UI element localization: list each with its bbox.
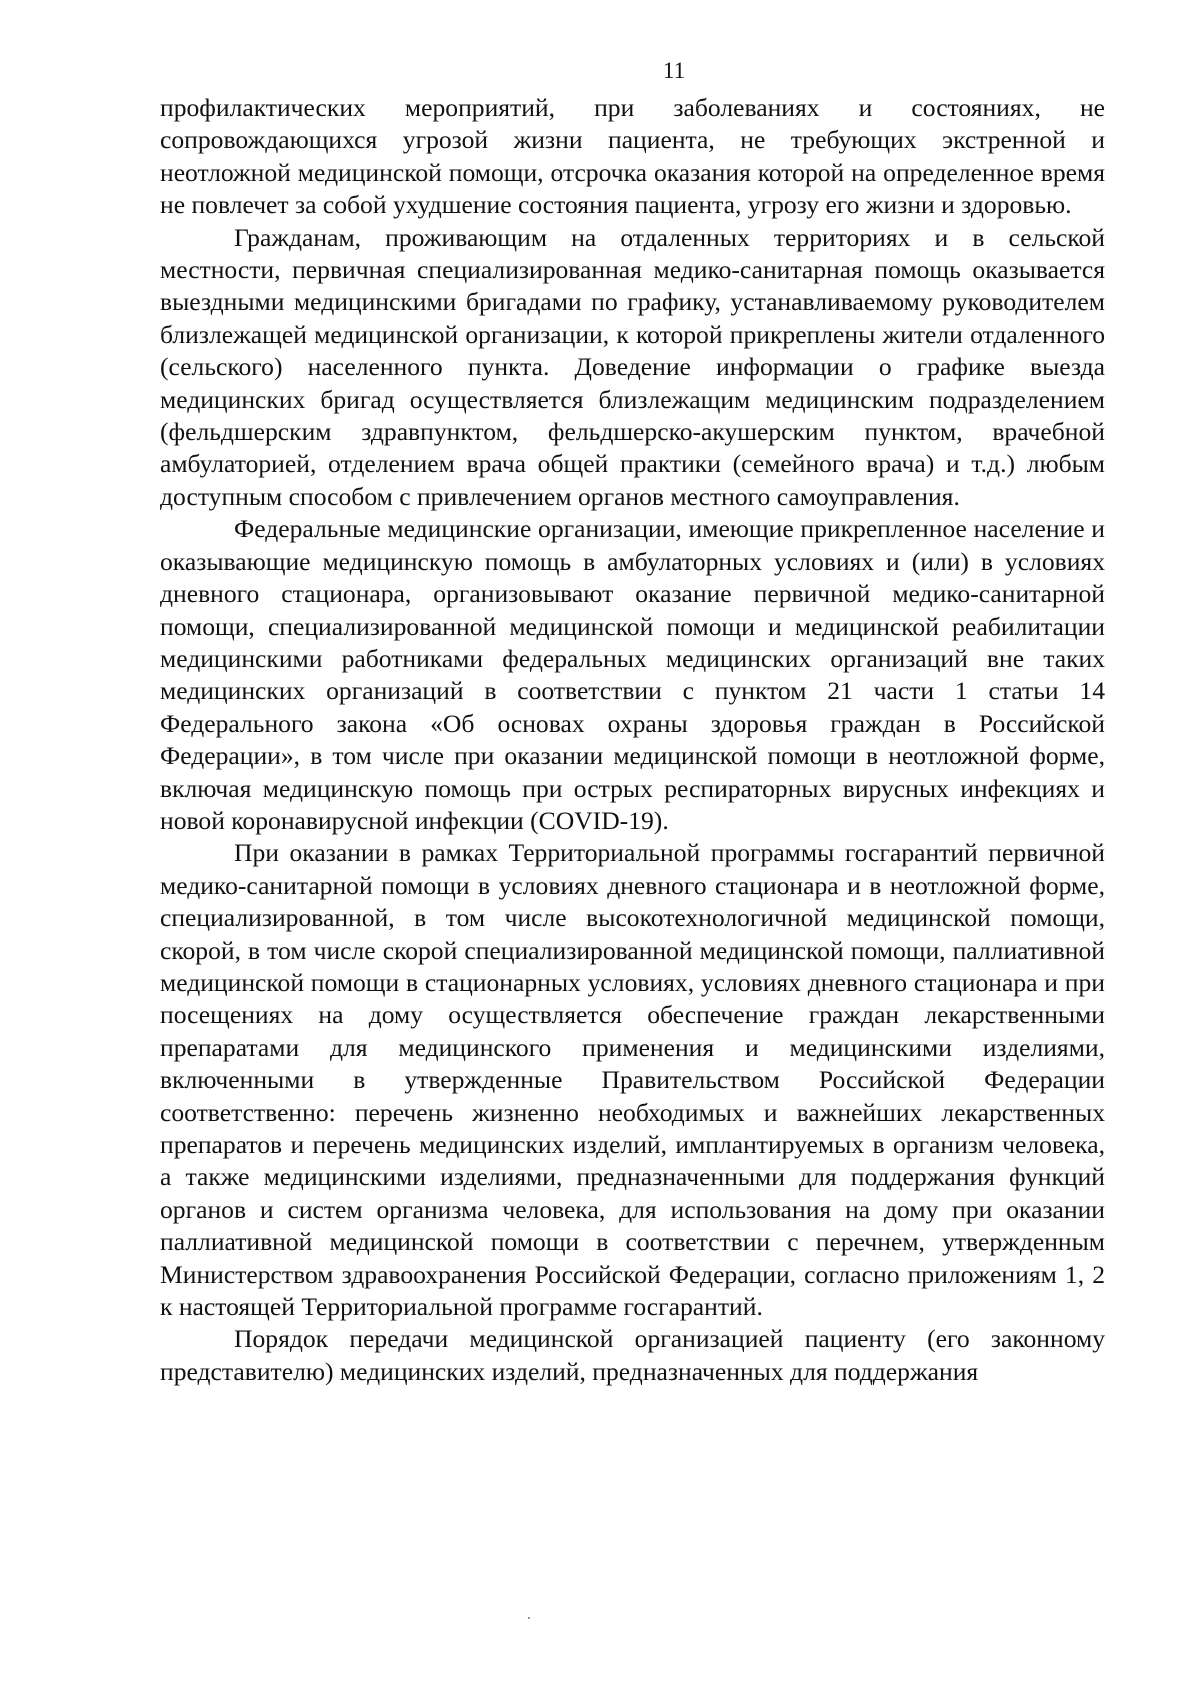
paragraph-continuation: профилактических мероприятий, при заболеваниях и состояниях, не сопровождающихся угрозой жизни пациента, не требующих экстренной и неотложной медицинской помощи, отсрочка оказания которой на определенное время не повлечет за собой ухудшение состояния пациента, угрозу его жизни и здоровью. [160, 93, 1105, 220]
paragraph-drug-provision: При оказании в рамках Территориальной программы госгарантий первичной медико-санитарной помощи в условиях дневного стационара и в неотложной форме, специализированной, в том числе высокотехнологичной медицинской помощи, скорой, в том числе скорой специализированной медицинской помощи, паллиативной медицинской помощи в стационарных условиях, условиях дневного стационара и при посещениях на дому осуществляется обеспечение граждан лекарственными препаратами для медицинского применения и медицинскими изделиями, включенными в утвержденные Правительством Российской Федерации соответственно: перечень жизненно необходимых и важнейших лекарственных препаратов и перечень медицинских изделий, имплантируемых в организм человека, а также медицинскими изделиями, предназначенными для поддержания функций органов и систем организма человека, для использования на дому при оказании паллиативной медицинской помощи в соответствии с перечнем, утвержденным Министерством здравоохранения Российской Федерации, согласно приложениям 1, 2 к настоящей Территориальной программе госгарантий. [160, 838, 1105, 1322]
paragraph-federal-organizations: Федеральные медицинские организации, имеющие прикрепленное население и оказывающие медицинскую помощь в амбулаторных условиях и (или) в условиях дневного стационара, организовывают оказание первичной медико-санитарной помощи, специализированной медицинской помощи и медицинской реабилитации медицинскими работниками федеральных медицинских организаций вне таких медицинских организаций в соответствии с пунктом 21 части 1 статьи 14 Федерального закона «Об основах охраны здоровья граждан в Российской Федерации», в том числе при оказании медицинской помощи в неотложной форме, включая медицинскую помощь при острых респираторных вирусных инфекциях и новой коронавирусной инфекции (COVID-19). [160, 514, 1105, 835]
paragraph-rural-care: Гражданам, проживающим на отдаленных территориях и в сельской местности, первичная специализированная медико-санитарная помощь оказывается выездными медицинскими бригадами по графику, устанавливаемому руководителем близлежащей медицинской организации, к которой прикреплены жители отдаленного (сельского) населенного пункта. Доведение информации о графике выезда медицинских бригад осуществляется близлежащим медицинским подразделением (фельдшерским здравпунктом, фельдшерско-акушерским пунктом, врачебной амбулаторией, отделением врача общей практики (семейного врача) и т.д.) любым доступным способом с привлечением органов местного самоуправления. [160, 222, 1105, 511]
scan-speck [528, 1617, 530, 1619]
paragraph-device-transfer: Порядок передачи медицинской организацией пациенту (его законному представителю) медицинских изделий, предназначенных для поддержания [160, 1324, 1105, 1386]
document-body [160, 92, 1105, 1388]
page-number: 11 [662, 58, 686, 83]
